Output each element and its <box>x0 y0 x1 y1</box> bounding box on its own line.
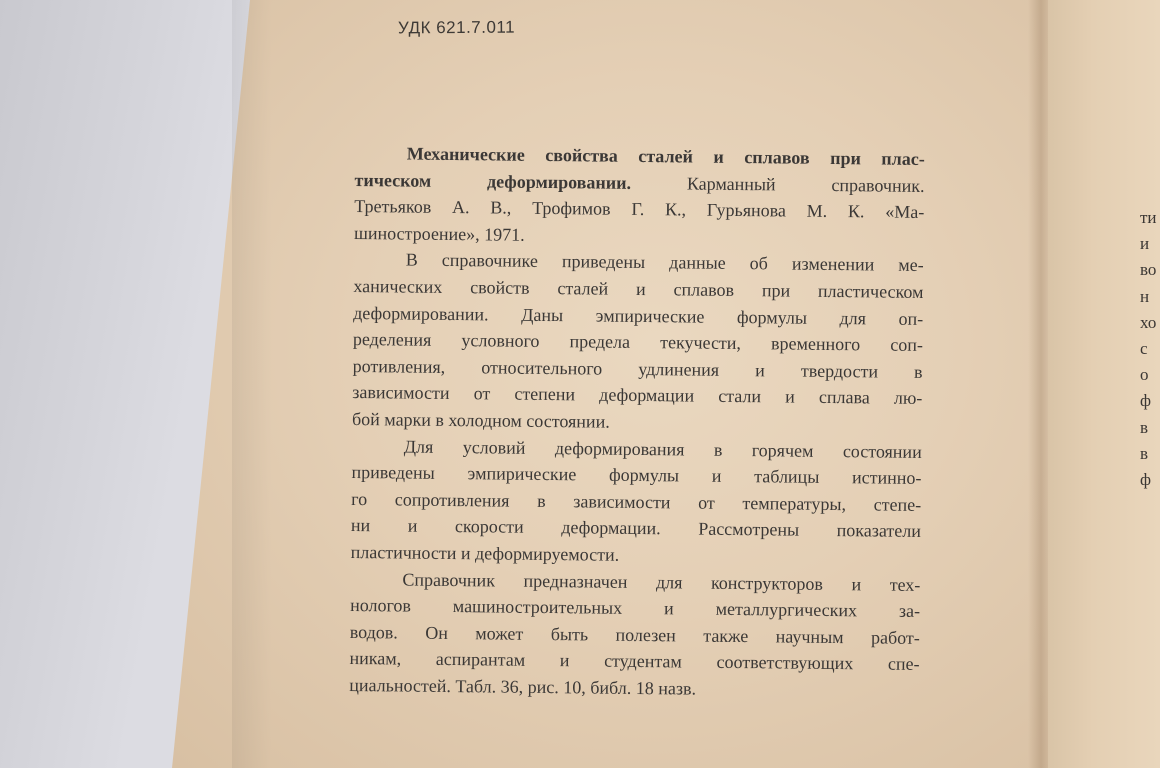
paragraph-summary <box>352 246 924 438</box>
text-line: водов. Он может быть полезен также научным работ- <box>349 621 920 648</box>
text-fragment: с <box>1140 338 1148 358</box>
text-line: деформировании. Даны эмпирические формулы для оп- <box>353 302 924 329</box>
text-line: никам, аспирантам и студентам соответствующих спе- <box>349 648 920 675</box>
text-line: ротивления, относительного удлинения и твердости в <box>352 355 923 382</box>
text-fragment: хо <box>1140 312 1157 332</box>
text-line: Справочник предназначен для конструкторов и тех- <box>402 569 921 595</box>
text-fragment: н <box>1140 286 1150 306</box>
text-fragment: Карманный справочник. <box>630 172 925 196</box>
text-line: Третьяков А. В., Трофимов Г. К., Гурьянова М. К. «Ма- <box>354 196 925 223</box>
paragraph-hot-deformation <box>351 433 922 572</box>
text-line: нологов машиностроительных и металлургических за- <box>350 595 921 622</box>
text-line: В справочнике приведены данные об изменении ме- <box>405 249 924 276</box>
text-line: ханических свойств сталей и сплавов при пластическом <box>353 275 924 302</box>
text-fragment: и <box>1140 234 1150 254</box>
text-fragment: в <box>1140 443 1149 463</box>
text-fragment: ф <box>1140 391 1152 411</box>
text-line: Для условий деформирования в горячем состоянии <box>403 436 922 462</box>
bibliographic-entry <box>354 140 925 252</box>
text-line: зависимости от степени деформации стали и сплава лю- <box>352 382 923 409</box>
text-line: шиностроение», 1971. <box>353 222 525 245</box>
text-line: циальностей. Табл. 36, рис. 10, библ. 18 назв. <box>349 674 697 699</box>
text-line: го сопротивления в зависимости от температуры, степе- <box>351 488 922 515</box>
book-title-part: тическом деформировании. <box>354 169 632 193</box>
text-fragment: ти <box>1140 208 1157 227</box>
text-line: приведены эмпирические формулы и таблицы истинно- <box>351 462 922 489</box>
text-fragment: ф <box>1140 469 1152 489</box>
page-edge-shadow <box>232 0 272 768</box>
paragraph-audience <box>349 565 920 704</box>
text-fragment: о <box>1140 365 1149 385</box>
text-line: бой марки в холодном состоянии. <box>351 408 610 432</box>
text-line: ни и скорости деформации. Рассмотрены показатели <box>350 515 922 542</box>
udk-code: УДК 621.7.011 <box>397 17 516 38</box>
text-line: ределения условного предела текучести, временного соп- <box>352 329 923 356</box>
book-title-part: Механические свойства сталей и сплавов при плас- <box>406 143 925 169</box>
text-fragment: во <box>1140 260 1157 280</box>
next-page-fragments <box>1140 205 1157 493</box>
text-line: пластичности и деформируемости. <box>350 541 620 565</box>
abstract-text <box>349 140 925 704</box>
text-fragment: в <box>1140 417 1149 437</box>
